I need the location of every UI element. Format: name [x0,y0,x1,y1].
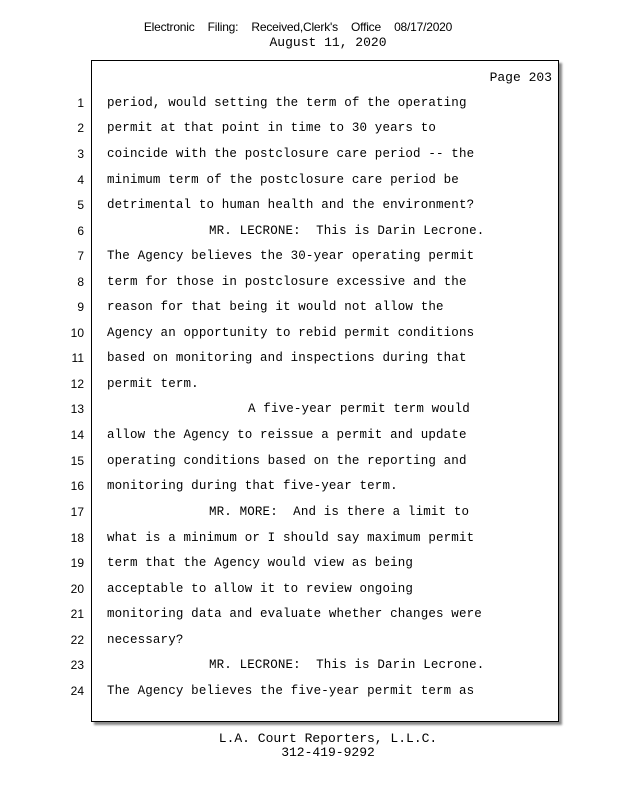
filing-stamp: Electronic Filing: Received,Clerk's Office 08/17/2020 [143,20,453,34]
line-number: 16 [70,479,84,493]
reporter-company: L.A. Court Reporters, L.L.C. [218,731,438,746]
line-number: 18 [70,531,84,545]
transcript-line: minimum term of the postclosure care period be [107,173,459,187]
line-number: 7 [77,249,84,263]
transcript-line: The Agency believes the five-year permit term as [107,684,475,698]
line-number: 19 [70,556,84,570]
line-number: 1 [77,96,84,110]
transcript-line: permit term. [107,377,199,391]
transcript-line: term for those in postclosure excessive and the [107,275,467,289]
transcript-line: monitoring data and evaluate whether changes were [107,607,482,621]
line-number: 11 [71,351,84,365]
speaker-line: MR. MORE: And is there a limit to [209,505,470,519]
line-number: 6 [77,224,84,238]
line-number: 12 [70,377,84,391]
transcript-line: necessary? [107,633,184,647]
line-number: 3 [77,147,84,161]
line-number: 8 [77,275,84,289]
reporter-footer [0,732,618,760]
transcript-line: Agency an opportunity to rebid permit conditions [107,326,475,340]
transcript-line: monitoring during that five-year term. [107,479,398,493]
line-number: 2 [77,121,84,135]
line-number: 17 [70,505,84,519]
page-number: Page 203 [489,70,552,85]
line-number: 14 [70,428,84,442]
transcript-line: A five-year permit term would [248,402,470,416]
transcript-line: coincide with the postclosure care period -- the [107,147,475,161]
hearing-date: August 11, 2020 [269,35,387,50]
line-number: 5 [77,198,84,212]
transcript-line: allow the Agency to reissue a permit and update [107,428,467,442]
line-number: 24 [70,684,84,698]
transcript-line: based on monitoring and inspections during that [107,351,467,365]
transcript-line: period, would setting the term of the operating [107,96,467,110]
speaker-line: MR. LECRONE: This is Darin Lecrone. [209,658,485,672]
transcript-line: detrimental to human health and the environment? [107,198,475,212]
transcript-line: operating conditions based on the reporting and [107,454,467,468]
transcript-line: The Agency believes the 30-year operating permit [107,249,475,263]
line-number: 22 [70,633,84,647]
transcript-line: what is a minimum or I should say maximum permit [107,531,475,545]
line-number: 4 [77,173,84,187]
reporter-phone: 312-419-9292 [281,745,375,760]
speaker-line: MR. LECRONE: This is Darin Lecrone. [209,224,485,238]
line-number: 21 [70,607,84,621]
line-number: 10 [70,326,84,340]
line-number: 20 [70,582,84,596]
line-number: 13 [70,402,84,416]
transcript-line: reason for that being it would not allow the [107,300,444,314]
line-number: 9 [77,300,84,314]
line-number: 15 [70,454,84,468]
transcript-line: term that the Agency would view as being [107,556,414,570]
transcript-line: permit at that point in time to 30 years to [107,121,437,135]
line-number: 23 [70,658,84,672]
transcript-line: acceptable to allow it to review ongoing [107,582,414,596]
